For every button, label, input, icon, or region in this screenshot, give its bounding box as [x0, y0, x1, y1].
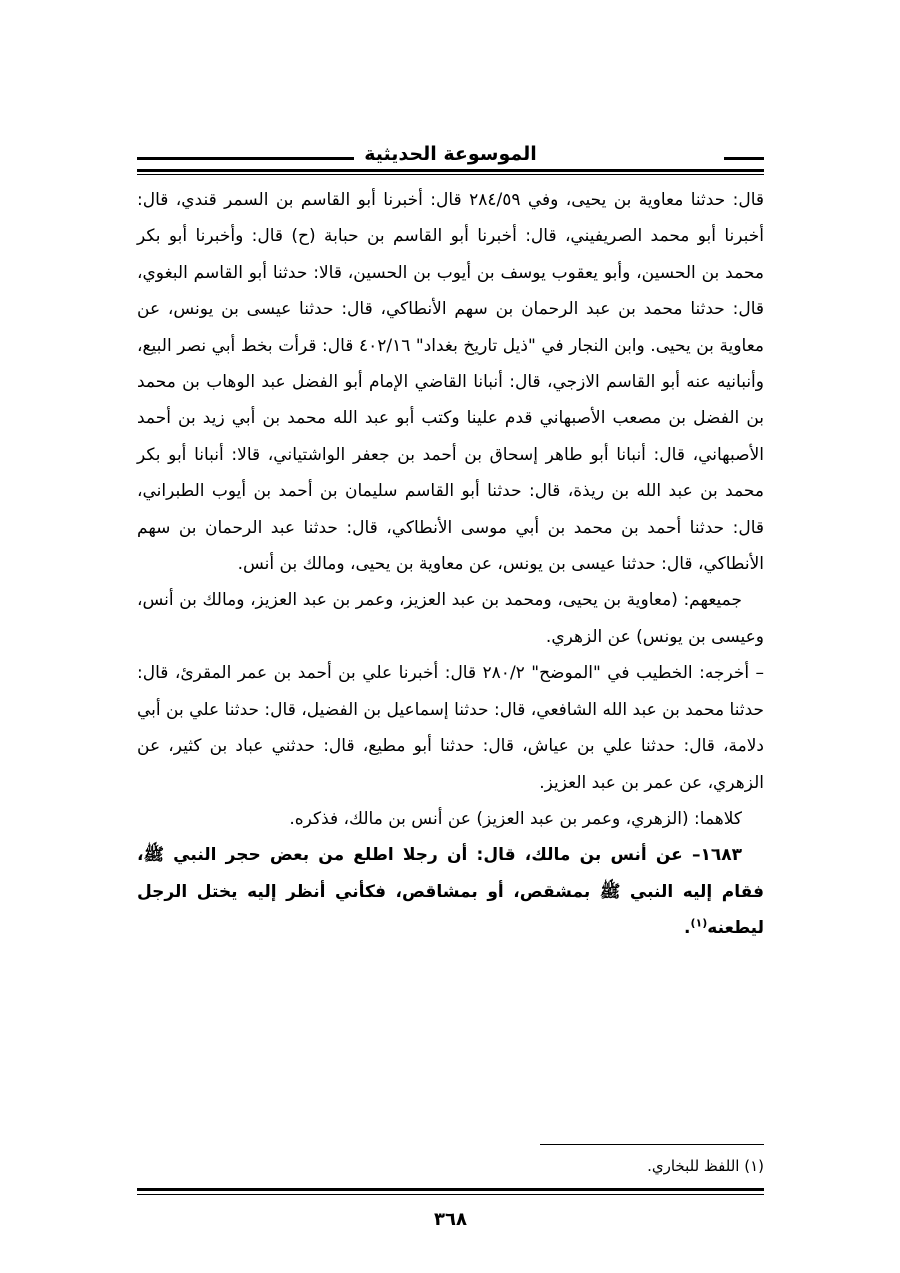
footer-rule-thin: [137, 1194, 764, 1195]
hadith-end: .: [684, 918, 691, 939]
body-text: [137, 182, 764, 947]
hadith-text: [137, 837, 764, 946]
header-title: الموسوعة الحديثية: [354, 143, 547, 165]
header-rule-thin: [137, 174, 764, 175]
paragraph-isnad-3: – أخرجه: الخطيب في "الموضح" ٢٨٠/٢ قال: أخبرنا علي بن أحمد بن عمر المقرئ، قال: حدثنا محمد بن عبد الله الشافعي، قال: حدثنا إسماعيل بن الفضيل، قال: حدثنا علي بن أبي دلامة، قال: حدثنا علي بن عياش، قال: حدثنا أبو مطيع، قال: حدثني عباد بن كثير، عن الزهري، عن عمر بن عبد العزيز.: [137, 663, 764, 793]
hadith-body: ١٦٨٣– عن أنس بن مالك، قال: أن رجلا اطلع من بعض حجر النبي ﷺ، فقام إليه النبي ﷺ بمشقص، أو بمشاقص، فكأني أنظر إليه يختل الرجل ليطعنه: [137, 845, 764, 939]
paragraph-isnad-1: قال: حدثنا معاوية بن يحيى، وفي ٢٨٤/٥٩ قال: أخبرنا أبو القاسم بن السمر قندي، قال: أخبرنا أبو محمد الصريفيني، قال: أخبرنا أبو القاسم بن حبابة (ح) قال: وأخبرنا أبو بكر محمد بن الحسين، وأبو يعقوب يوسف بن أيوب بن الحسين، قالا: حدثنا أبو القاسم البغوي، قال: حدثنا محمد بن عبد الرحمان بن سهم الأنطاكي، قال: حدثنا عيسى بن يونس، عن معاوية بن يحيى. وابن النجار في "ذيل تاريخ بغداد" ٤٠٢/١٦ قال: قرأت بخط أبي نصر البيع، وأنبانيه عنه أبو القاسم الازجي، قال: أنبانا القاضي الإمام أبو الفضل عبد الوهاب بن محمد بن الفضل بن مصعب الأصبهاني قدم علينا وكتب أبو عبد الله محمد بن أبي زيد بن أحمد الأصبهاني، قال: أنبانا أبو طاهر إسحاق بن أحمد بن جعفر الواشتياني، قالا: أنبانا أبو بكر محمد بن عبد الله بن ريذة، قال: حدثنا أبو القاسم سليمان بن أحمد بن أيوب الطبراني، قال: حدثنا أحمد بن محمد بن أبي موسى الأنطاكي، قال: حدثنا عبد الرحمان بن سهم الأنطاكي، قال: حدثنا عيسى بن يونس، عن معاوية بن يحيى، ومالك بن أنس.: [137, 190, 765, 575]
page-number: ٣٦٨: [434, 1209, 467, 1230]
document-page: [137, 140, 764, 1250]
running-header: [137, 140, 764, 180]
header-title-wrap: [137, 142, 764, 166]
footnote-marker[interactable]: (١): [690, 916, 708, 930]
paragraph-isnad-2: جميعهم: (معاوية بن يحيى، ومحمد بن عبد العزيز، وعمر بن عبد العزيز، ومالك بن أنس، وعيسى بن يونس) عن الزهري.: [137, 590, 764, 647]
footnote-separator: [540, 1144, 764, 1145]
paragraph-isnad-4: كلاهما: (الزهري، وعمر بن عبد العزيز) عن أنس بن مالك، فذكره.: [289, 808, 742, 829]
footnote: (١) اللفظ للبخاري.: [647, 1157, 764, 1175]
footer-rule-thick: [137, 1188, 764, 1191]
header-rule-thick: [137, 169, 764, 172]
